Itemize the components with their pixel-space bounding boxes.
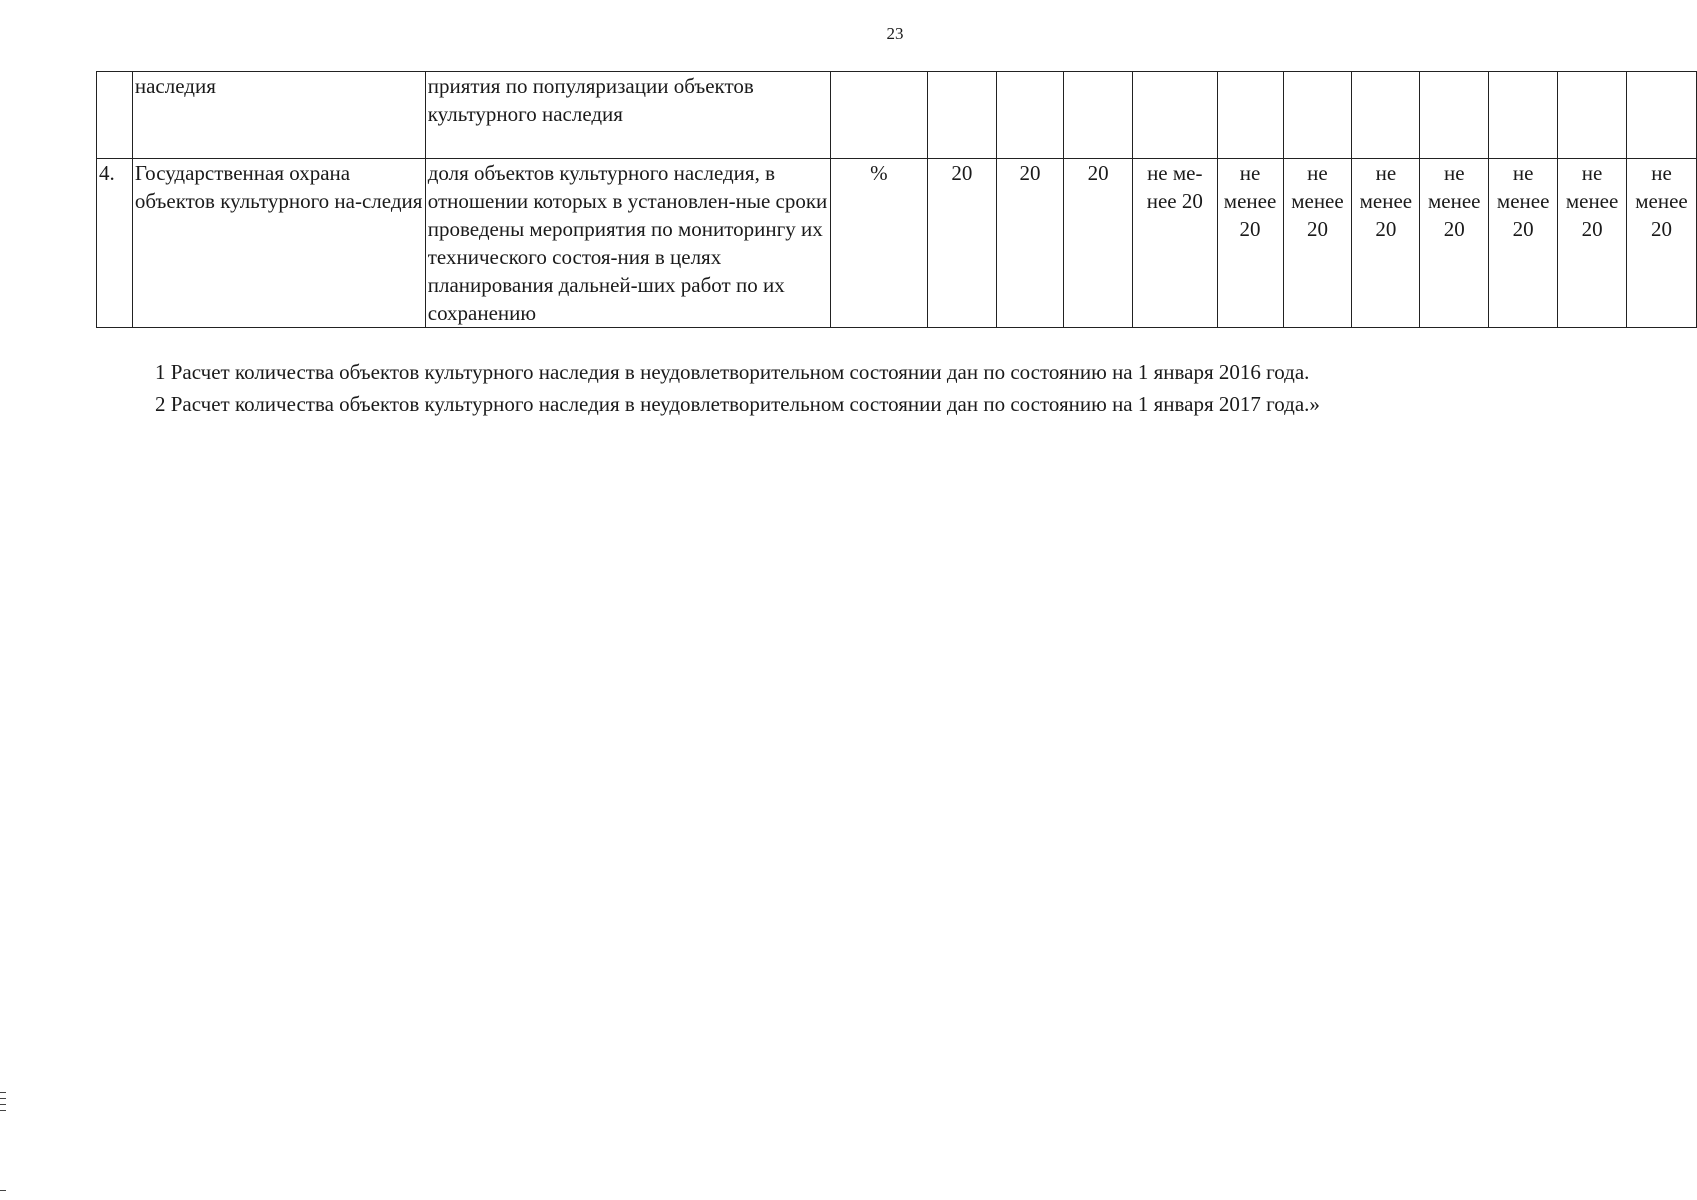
row-number-cell <box>97 72 133 159</box>
unit-cell <box>830 72 927 159</box>
page-number: 23 <box>886 24 904 43</box>
value-cell <box>1132 72 1217 159</box>
value-cell: не менее 20 <box>1217 159 1283 328</box>
value-cell: 20 <box>996 159 1064 328</box>
value-cell: не менее 20 <box>1627 159 1697 328</box>
value-cell <box>1352 72 1420 159</box>
scan-artifact-mark <box>0 1098 6 1099</box>
direction-name-cell: Государственная охрана объектов культурного на-следия <box>132 159 425 328</box>
footnote-1: 1 Расчет количества объектов культурного наследия в неудовлетворительном состоянии дан по состоянию на 1 января 2016 года. <box>155 360 1310 384</box>
scan-artifact-mark <box>0 1190 6 1191</box>
value-cell <box>1627 72 1697 159</box>
value-cell <box>928 72 997 159</box>
scan-artifact-mark <box>0 1104 6 1105</box>
value-cell: не ме-нее 20 <box>1132 159 1217 328</box>
value-cell: не менее 20 <box>1352 159 1420 328</box>
table-row <box>97 72 1697 159</box>
row-number-cell: 4. <box>97 159 133 328</box>
value-cell <box>1558 72 1627 159</box>
value-cell <box>1489 72 1558 159</box>
table-row <box>97 159 1697 328</box>
value-cell <box>1283 72 1352 159</box>
value-cell: не менее 20 <box>1558 159 1627 328</box>
scan-artifact-mark <box>0 1092 6 1093</box>
value-cell: 20 <box>1064 159 1133 328</box>
indicator-cell: приятия по популяризации объектов культурного наследия <box>425 72 830 159</box>
direction-name-cell: наследия <box>132 72 425 159</box>
value-cell: не менее 20 <box>1489 159 1558 328</box>
footnotes <box>155 356 1320 420</box>
footnote-2: 2 Расчет количества объектов культурного наследия в неудовлетворительном состоянии дан по состоянию на 1 января 2017 года.» <box>155 392 1320 416</box>
unit-cell: % <box>830 159 927 328</box>
indicator-cell: доля объектов культурного наследия, в отношении которых в установлен-ные сроки проведены мероприятия по мониторингу их технического состоя-ния в целях планирования дальней-ших работ по их сохранению <box>425 159 830 328</box>
value-cell <box>1217 72 1283 159</box>
indicators-table <box>96 71 1697 328</box>
value-cell <box>996 72 1064 159</box>
value-cell <box>1420 72 1489 159</box>
value-cell: не менее 20 <box>1283 159 1352 328</box>
value-cell: 20 <box>928 159 997 328</box>
scan-artifact-mark <box>0 1110 6 1111</box>
value-cell: не менее 20 <box>1420 159 1489 328</box>
value-cell <box>1064 72 1133 159</box>
